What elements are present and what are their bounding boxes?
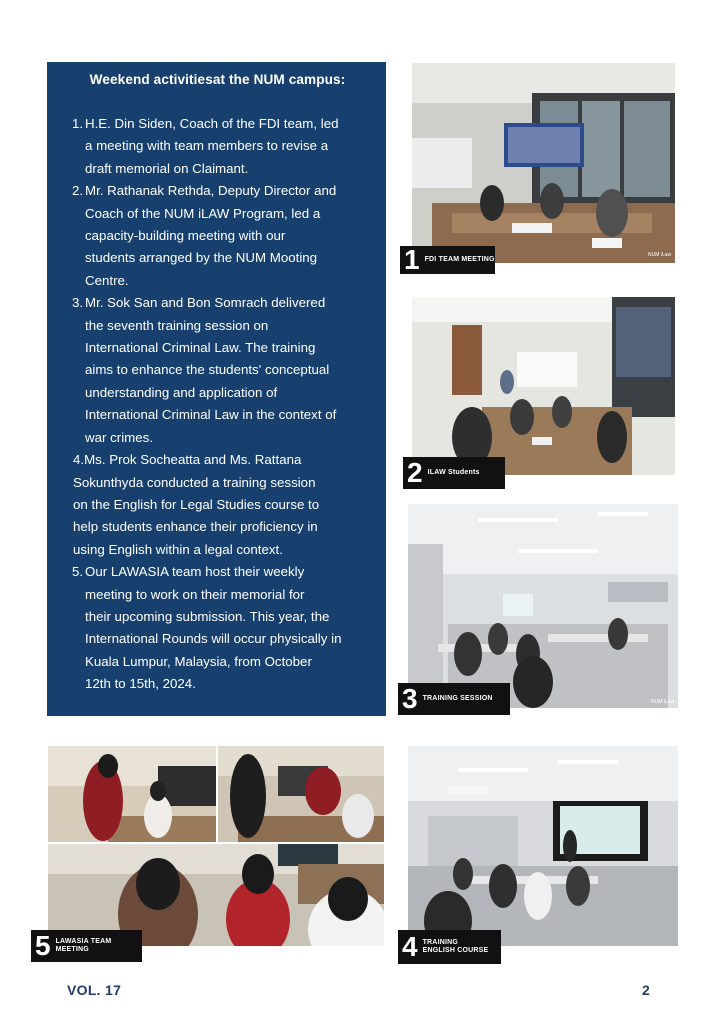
caption-3: [398, 683, 510, 715]
activity-item-5: 5. Our LAWASIA team host their weekly meeting to work on their memorial for their upcoming submission. This year, the International Rounds will occur physically in Kuala Lumpur, Malaysia, from October 12th to 15th, 2024.: [63, 561, 372, 695]
footer-volume: VOL. 17: [67, 982, 122, 998]
photo-lawasia-2: [218, 746, 384, 842]
activity-item-3: 3. Mr. Sok San and Bon Somrach delivered the seventh training session on International Criminal Law. The training aims to enhance the students' conceptual understanding and application of International Criminal Law in the context of war crimes.: [63, 292, 372, 449]
activity-item-2: 2. Mr. Rathanak Rethda, Deputy Director and Coach of the NUM iLAW Program, led a capacity-building meeting with our students arranged by the NUM Mooting Centre.: [63, 180, 372, 292]
caption-number: 3: [402, 683, 418, 714]
activity-number: 4.: [73, 452, 85, 468]
panel-heading: Weekend activitiesat the NUM campus:: [89, 72, 346, 87]
activity-item-4: 4.Ms. Prok Socheatta and Ms. Rattana Sokunthyda conducted a training session on the English for Legal Studies course to help students enhance their proficiency in using English within a legal context.: [73, 452, 320, 557]
footer-page-number: 2: [642, 982, 651, 998]
caption-text: TRAINING ENGLISH COURSE: [422, 938, 489, 954]
caption-number: 5: [35, 930, 51, 961]
activities-panel: [47, 62, 386, 716]
caption-text: ILAW Students: [427, 468, 480, 476]
photo-training-session: [408, 504, 678, 708]
activity-item-1: 1. H.E. Din Siden, Coach of the FDI team, led a meeting with team members to revise a draft memorial on Claimant.: [63, 113, 372, 180]
activity-number: 5.: [72, 564, 84, 580]
activities-list: [63, 113, 372, 696]
caption-1: [400, 246, 495, 274]
caption-5: [31, 930, 142, 962]
photo-ilaw-students: [412, 297, 675, 475]
activity-number: 3.: [72, 295, 84, 311]
photo-fdi-team-meeting: [412, 63, 675, 263]
photo-watermark: NUM iLaw: [651, 699, 675, 705]
activity-number: 1.: [72, 116, 84, 131]
caption-4: [398, 930, 501, 964]
caption-2: [403, 457, 505, 489]
photo-watermark: NUM iLaw: [648, 252, 672, 258]
caption-number: 1: [404, 244, 420, 275]
photo-lawasia-1: [48, 746, 216, 842]
activity-number: 2.: [72, 183, 84, 199]
caption-text: FDI TEAM MEETING: [424, 255, 495, 263]
photo-training-english-course: [408, 746, 678, 946]
caption-number: 4: [402, 931, 418, 962]
caption-number: 2: [407, 457, 423, 488]
caption-text: LAWASIA TEAM MEETING: [55, 937, 112, 953]
caption-text: TRAINING SESSION: [422, 694, 493, 702]
